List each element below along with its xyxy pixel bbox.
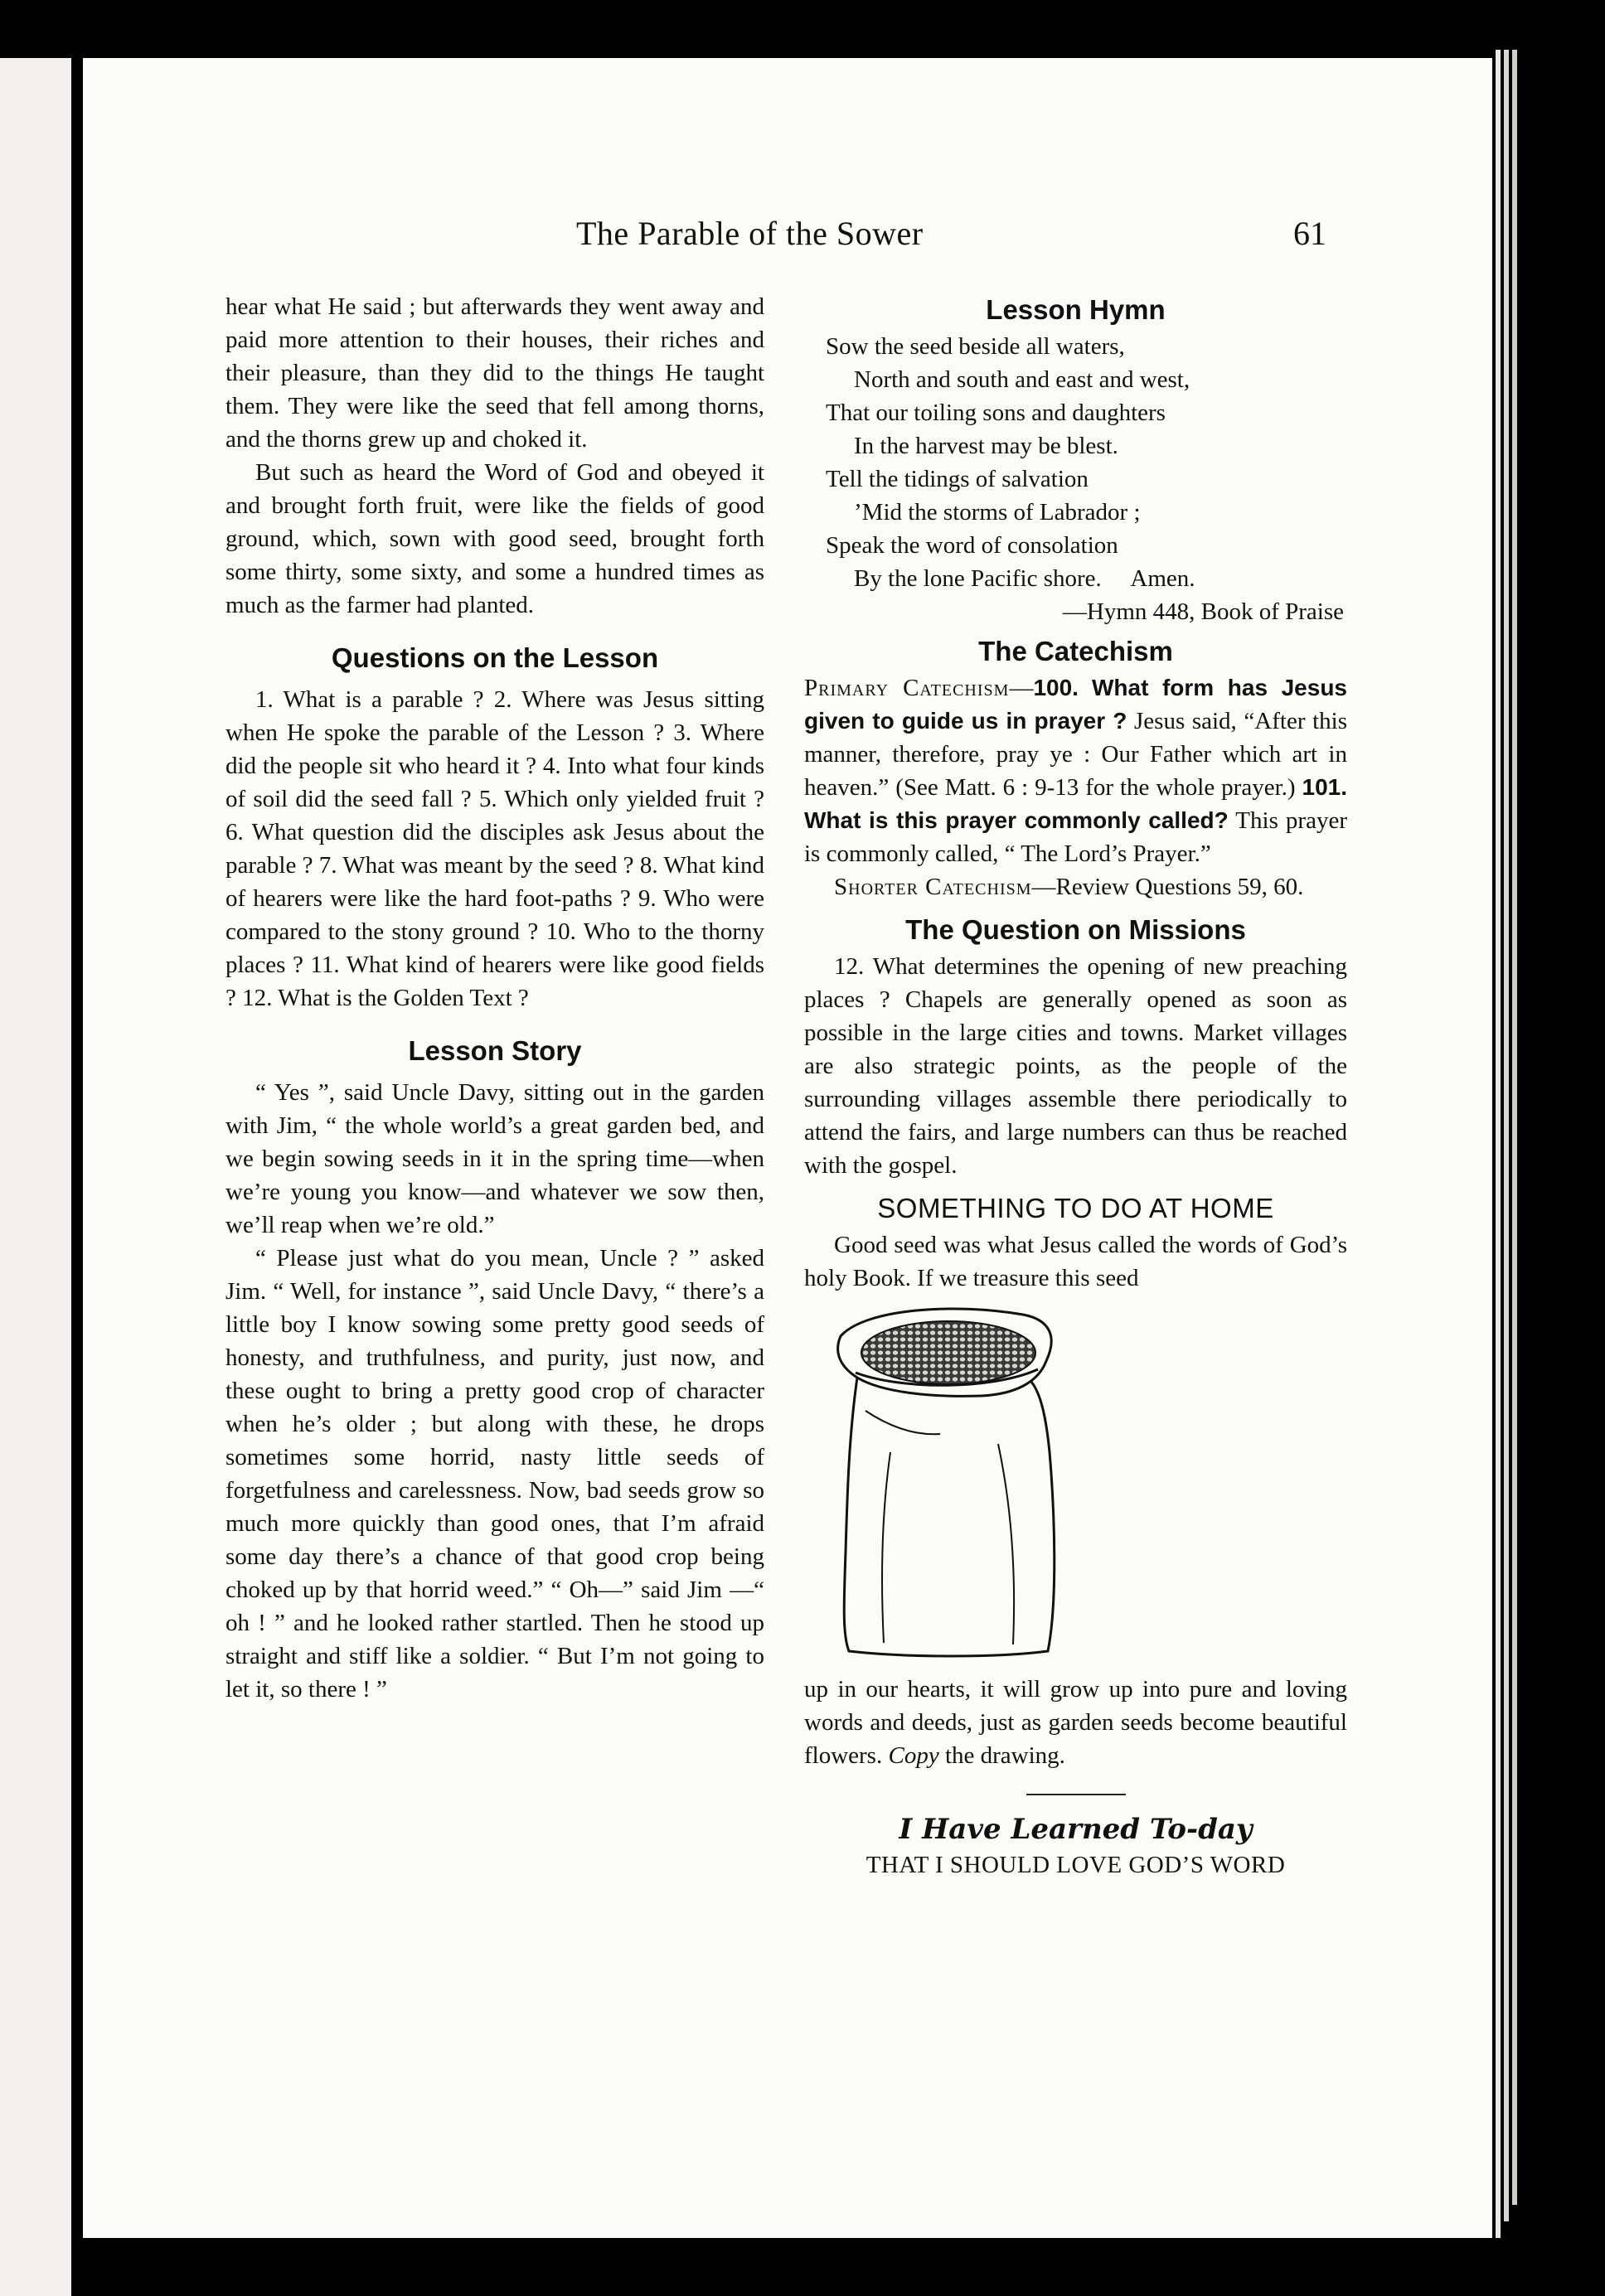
shorter-catechism xyxy=(804,870,1347,903)
seed-sack-drawing xyxy=(804,1303,1347,1668)
learned-text: THAT I SHOULD LOVE GOD’S WORD xyxy=(866,1852,1286,1878)
primary-catechism-label: Primary Catechism xyxy=(804,675,1010,701)
running-header: The Parable of the Sower xyxy=(576,215,924,252)
right-column xyxy=(804,290,1347,1882)
catechism-answer: This prayer is commonly called, “ The Lord’s Prayer.” xyxy=(804,807,1347,867)
hymn-heading: Lesson Hymn xyxy=(986,294,1166,325)
catechism-question: What form has Jesus given to guide us in prayer ? xyxy=(804,675,1347,734)
hymn-verse xyxy=(804,330,1347,595)
missions-heading: The Question on Missions xyxy=(905,914,1246,945)
hymn-line: Tell the tidings of salvation xyxy=(826,466,1089,492)
something-paragraph: Good seed was what Jesus called the words of God’s holy Book. If we treasure this seed xyxy=(804,1232,1347,1291)
previous-page-edge xyxy=(0,58,71,2296)
hymn-attribution: —Hymn 448, Book of Praise xyxy=(1062,598,1344,625)
hymn-line: In the harvest may be blest. xyxy=(854,433,1118,459)
story-paragraph: “ Please just what do you mean, Uncle ? ” asked Jim. “ Well, for instance ”, said Uncle Davy, “ there’s a little boy I know sowing some pretty good seeds of honesty, and truthfulness, and purity, just now, and these ought to bring a pretty good crop of character when he’s older ; but along with these, he drops sometimes some horrid, nasty little seeds of forgetfulness and carelessness. Now, bad seeds grow so much more quickly than good ones, that I’m afraid some day there’s a chance of that good crop being choked up by that horrid weed.” “ Oh—” said Jim —“ oh ! ” and he looked rather startled. Then he stood up straight and stiff like a soldier. “ But I’m not going to let it, so there ! ” xyxy=(225,1245,764,1703)
intro-paragraph: But such as heard the Word of God and obeyed it and brought forth fruit, were like the fields of good ground, which, sown with good seed, brought forth some thirty, some sixty, and some a hundred times as much as the farmer had planted. xyxy=(225,459,764,618)
something-paragraph xyxy=(804,1673,1347,1772)
copy-word: Copy xyxy=(888,1742,939,1769)
shorter-catechism-label: Shorter Catechism xyxy=(834,874,1032,900)
left-column xyxy=(225,290,764,1706)
page-number: 61 xyxy=(1293,215,1326,252)
shorter-catechism-text: —Review Questions 59, 60. xyxy=(1031,874,1304,900)
something-heading: SOMETHING TO DO AT HOME xyxy=(877,1193,1274,1223)
seed-sack-icon xyxy=(832,1303,1081,1659)
something-text: up in our hearts, it will grow up into pure and loving words and deeds, just as garden seeds become beautiful flowers. xyxy=(804,1676,1347,1769)
questions-heading: Questions on the Lesson xyxy=(331,642,659,673)
hymn-line: ’Mid the storms of Labrador ; xyxy=(854,499,1141,526)
page-edge xyxy=(1504,50,1509,2221)
something-text: the drawing. xyxy=(944,1742,1065,1769)
primary-catechism: Primary Catechism—100. What form has Jesus given to guide us in prayer ? Jesus said, “After this manner, therefore, pray ye : Our Father which art in heaven.” (See Matt. 6 : 9-13 for the whole prayer.) 101. What is this prayer commonly called? This prayer is commonly called, “ The Lord’s Prayer.” xyxy=(804,675,1348,867)
hymn-line: North and south and east and west, xyxy=(854,366,1190,393)
learned-heading: I Have Learned To-day xyxy=(899,1813,1253,1846)
questions-text: 1. What is a parable ? 2. Where was Jesus sitting when He spoke the parable of the Lesson ? 3. Where did the people sit who heard it ? 4. Into what four kinds of soil did the seed fall ? 5. Which only yielded fruit ? 6. What question did the disciples ask Jesus about the parable ? 7. What was meant by the seed ? 8. What kind of hearers were like the hard foot-paths ? 9. Who were compared to the stony ground ? 10. Who to the thorny places ? 11. What kind of hearers were like good fields ? 12. What is the Golden Text ? xyxy=(225,686,764,1011)
catechism-heading: The Catechism xyxy=(978,636,1173,666)
hymn-line: That our toiling sons and daughters xyxy=(826,400,1166,426)
divider xyxy=(1026,1794,1126,1795)
story-heading: Lesson Story xyxy=(408,1035,582,1066)
intro-paragraph: hear what He said ; but afterwards they went away and paid more attention to their houses, their riches and their pleasure, than they did to the things He taught them. They were like the seed that fell among thorns, and the thorns grew up and choked it. xyxy=(225,293,764,453)
hymn-line: Speak the word of consolation xyxy=(826,532,1118,559)
catechism-question: 101. What is this prayer commonly called? xyxy=(804,774,1347,833)
missions-text: 12. What determines the opening of new preaching places ? Chapels are generally opened as soon as possible in the large cities and towns. Market villages are also strategic points, as the people of the surrounding villages assemble there periodically to attend the fairs, and large numbers can thus be reached with the gospel. xyxy=(804,953,1347,1179)
page-edge xyxy=(1496,50,1501,2238)
page-edge xyxy=(1512,50,1517,2205)
story-paragraph: “ Yes ”, said Uncle Davy, sitting out in the garden with Jim, “ the whole world’s a great garden bed, and we begin sowing seeds in it in the spring time—when we’re young you know—and whatever we sow then, we’ll reap when we’re old.” xyxy=(225,1079,764,1238)
catechism-answer: Jesus said, “After this manner, therefore, pray ye : Our Father which art in heaven.” (See Matt. 6 : 9-13 for the whole prayer.) xyxy=(804,708,1348,801)
hymn-line: By the lone Pacific shore. Amen. xyxy=(854,565,1195,592)
hymn-line: Sow the seed beside all waters, xyxy=(826,333,1125,360)
question-number: 100. xyxy=(1033,675,1079,700)
